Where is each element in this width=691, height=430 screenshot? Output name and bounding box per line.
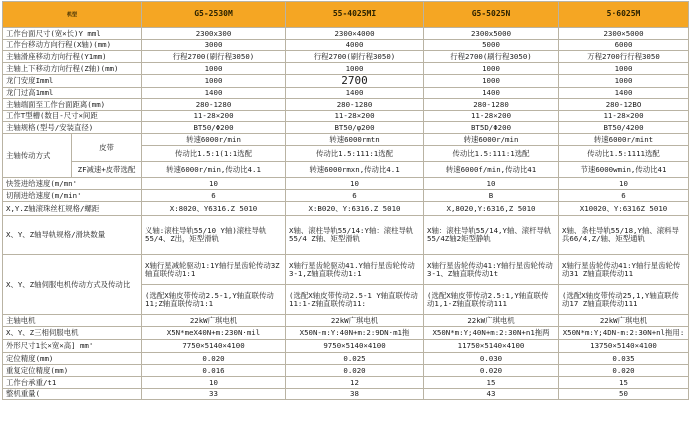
spec-value: 0.030 — [424, 353, 559, 365]
spec-value: 转速6000r/min — [424, 134, 559, 146]
spec-row — [3, 377, 689, 389]
spec-value: 38 — [286, 389, 424, 400]
spec-value: 0.025 — [286, 353, 424, 365]
param-label: 工作台移动方向行程(X轴)(mm) — [3, 40, 142, 51]
spec-value: 0.020 — [424, 365, 559, 377]
spec-value: 11-28×200 — [424, 111, 559, 122]
spec-value: 22kW广琪电机 — [559, 315, 689, 327]
spec-row — [3, 178, 689, 190]
spec-value: X:B020、Y:6316.Z 5010 — [286, 202, 424, 216]
param-label: 重复定位精度(mm) — [3, 365, 142, 377]
spec-value: (选配X轴皮带传动2.5-1,Y轴直联传动11;Z轴直联传动1:1 — [142, 285, 286, 315]
spec-row — [3, 340, 689, 353]
spec-value: 6 — [559, 190, 689, 202]
spec-value: 11-28×200 — [286, 111, 424, 122]
spec-value: 转速6000r/mint — [559, 134, 689, 146]
spec-value: 9750×5140×4100 — [286, 340, 424, 353]
spec-value: 1000 — [424, 63, 559, 75]
spec-value: 1000 — [142, 75, 286, 88]
spec-value: X轴、条柱导轨55/18,Y轴、滚料导兵66/4,Z/轴、矩型通轨 — [559, 216, 689, 255]
spec-value: X,8020,Y:6316,Z 5010 — [424, 202, 559, 216]
spec-value: 2300×5000 — [559, 28, 689, 40]
spec-value: 280-12BO — [559, 99, 689, 111]
zf-label: ZF减速+皮带选配 — [72, 162, 142, 178]
spec-value: 11-28×200 — [559, 111, 689, 122]
model-header: 55-4025MI — [286, 2, 424, 28]
model-header: G5-5025N — [424, 2, 559, 28]
spec-value: 22kW广琪电机 — [142, 315, 286, 327]
param-label: 主轴上下移动方向行程(Z轴)(mm) — [3, 63, 142, 75]
spec-value: (选配X轴皮带传动2.5-1 Y轴直联传动11:1-Z轴直联传动11: — [286, 285, 424, 315]
spec-value: 0.020 — [142, 353, 286, 365]
spec-value: X轴行星齿轮传动41:Y轴行星齿轮传动3-1、Z轴直联传动1t — [424, 255, 559, 285]
model-header: 5·6025M — [559, 2, 689, 28]
spec-value: X50N*m:Y;40N+m:2:30N+n1拖两 — [424, 327, 559, 340]
spec-value: 1000 — [424, 75, 559, 88]
spec-value: X50N-m:Y:40N+m:2:9DN·m1拖 — [286, 327, 424, 340]
spec-value: 1400 — [142, 88, 286, 99]
spec-value: X50N*m:Y;4DN-m:2:30N+nl拖用: — [559, 327, 689, 340]
spec-value: 12 — [286, 377, 424, 389]
spec-row — [3, 28, 689, 40]
spec-value: 传动比1.5:1111选配 — [559, 146, 689, 162]
spec-value: 1400 — [286, 88, 424, 99]
spec-value: 11-28×200 — [142, 111, 286, 122]
param-label: X、Y、Z三相伺服电机 — [3, 327, 142, 340]
param-label: 主轴电机 — [3, 315, 142, 327]
spec-value: 10 — [142, 377, 286, 389]
spec-value: 6 — [286, 190, 424, 202]
spec-value: 22kW广琪电机 — [286, 315, 424, 327]
spec-value: X轴行星齿轮传动41:Y轴行星齿轮传动31 Z轴直联传动11 — [559, 255, 689, 285]
spec-value: 15 — [559, 377, 689, 389]
spec-value: 5000 — [424, 40, 559, 51]
spec-row — [3, 365, 689, 377]
spec-value: 0.020 — [559, 365, 689, 377]
drive-row — [3, 134, 689, 146]
spec-value: 6 — [142, 190, 286, 202]
spec-value: 10 — [559, 178, 689, 190]
param-label: X,Y.Z轴滚珠丝杠规格/螺距 — [3, 202, 142, 216]
spec-value: 转速6000rmtn — [286, 134, 424, 146]
spec-row — [3, 122, 689, 134]
spec-value: 0.020 — [286, 365, 424, 377]
drive-row — [3, 162, 689, 178]
spec-value: BT5D/Φ200 — [424, 122, 559, 134]
spec-value: X10020、Y:6316Z 5010 — [559, 202, 689, 216]
spec-row — [3, 216, 689, 255]
param-label: 定位精度(mm) — [3, 353, 142, 365]
spec-value: 转速6000r/min — [142, 134, 286, 146]
spec-row — [3, 327, 689, 340]
spec-row — [3, 40, 689, 51]
header-row — [3, 2, 689, 28]
spec-value: 行程2700(刷行程3050) — [142, 51, 286, 63]
spec-row — [3, 63, 689, 75]
spec-value: X:8020、Y6316.Z 5010 — [142, 202, 286, 216]
spec-value: 2300×4000 — [286, 28, 424, 40]
spec-value: 280-1280 — [286, 99, 424, 111]
spec-value: 2300x300 — [142, 28, 286, 40]
spec-value: 传动比1.5:1(1:1选配 — [142, 146, 286, 162]
spec-value: 11750×5140×4100 — [424, 340, 559, 353]
spec-row — [3, 75, 689, 88]
spec-value: 传动比1.5:111:1选配 — [286, 146, 424, 162]
spec-value: B — [424, 190, 559, 202]
spec-row — [3, 99, 689, 111]
param-label: 切削进给速度(m/min' — [3, 190, 142, 202]
spec-value: 280-1280 — [424, 99, 559, 111]
spec-value: X轴行星减轮驱动1:1Y轴行星齿轮传动3Z轴直联传动1:1 — [142, 255, 286, 285]
spec-value: 7750×5140×4100 — [142, 340, 286, 353]
spec-value: 1000 — [559, 63, 689, 75]
spec-value: 1000 — [142, 63, 286, 75]
spec-value: 1000 — [286, 63, 424, 75]
param-label: 工作T型槽(数目-尺寸×间距 — [3, 111, 142, 122]
spec-value: BT50/φ200 — [286, 122, 424, 134]
spec-value: 10 — [286, 178, 424, 190]
header-corner: 机型 — [3, 2, 142, 28]
drive-label: 主轴传动方式 — [3, 134, 72, 178]
spec-value: 万程2700行行程3050 — [559, 51, 689, 63]
spec-value: 4000 — [286, 40, 424, 51]
spec-value: 转速6000rmxn,传动比4.1 — [286, 162, 424, 178]
spec-table — [2, 1, 689, 400]
spec-value: 3000 — [142, 40, 286, 51]
param-label: 外形尺寸1长×宽×高] mm' — [3, 340, 142, 353]
spec-value: 1400 — [559, 88, 689, 99]
spec-value: 33 — [142, 389, 286, 400]
param-label: X、Y、Z轴导轨规格/滑块数量 — [3, 216, 142, 255]
spec-row — [3, 315, 689, 327]
spec-value: 义轴:滚柱导轨55/10 Y轴)滚柱导轨55/4、Z出，矩型滑轨 — [142, 216, 286, 255]
spec-value: 10 — [142, 178, 286, 190]
spec-row — [3, 389, 689, 400]
spec-value: 0.016 — [142, 365, 286, 377]
spec-value: 6000 — [559, 40, 689, 51]
param-label: 主轴端面至工作台面距离(mm) — [3, 99, 142, 111]
spec-row — [3, 190, 689, 202]
spec-value: 转速6000f/min,传动比41 — [424, 162, 559, 178]
spec-value: 50 — [559, 389, 689, 400]
spec-value: 1400 — [424, 88, 559, 99]
param-label: 整机重量( — [3, 389, 142, 400]
spec-value: 280-1280 — [142, 99, 286, 111]
spec-value: 节速6000wmin,传动比41 — [559, 162, 689, 178]
spec-value: (选配X轴皮带传动25,1,Y轴直联传动17 Z轴直联传动111 — [559, 285, 689, 315]
spec-value: (选配X轴皮带传动2.5:1,Y轴直联传动1,1-Z轴直联传动111 — [424, 285, 559, 315]
spec-row — [3, 51, 689, 63]
spec-row — [3, 353, 689, 365]
spec-value: BT50/4200 — [559, 122, 689, 134]
param-label: 工作台承重/t1 — [3, 377, 142, 389]
param-label: 主轴滑座移动方向行程(Y1mm) — [3, 51, 142, 63]
spec-row — [3, 202, 689, 216]
spec-value: BT50/Φ200 — [142, 122, 286, 134]
motor-row — [3, 255, 689, 285]
spec-value: X轴：滚柱导轨55/14,Y轴、滚杆导轨55/4Z轴2矩型静轨 — [424, 216, 559, 255]
spec-value: 转速6000r/min,传动比4.1 — [142, 162, 286, 178]
spec-value: 13750×5140×4100 — [559, 340, 689, 353]
model-header: G5-2530M — [142, 2, 286, 28]
param-label: 主轴规格(型号/安装直径) — [3, 122, 142, 134]
param-label: 龙门过高1mml — [3, 88, 142, 99]
motor-label: X、Y、Z轴伺服电机传动方式及传动比 — [3, 255, 142, 315]
spec-value: 15 — [424, 377, 559, 389]
spec-value: 行程2700(刷行程3050) — [286, 51, 424, 63]
spec-value: X轴、滚柱导轨55/14:Y轴：滚柱导轨55/4 Z轴、矩型滑轨 — [286, 216, 424, 255]
spec-value: 0.035 — [559, 353, 689, 365]
spec-row — [3, 88, 689, 99]
param-label: 快签进给速度(m/mn' — [3, 178, 142, 190]
spec-value: X5N*meX40N+m:230N·mil — [142, 327, 286, 340]
spec-value: 2700 — [286, 75, 424, 88]
belt-label: 皮带 — [72, 134, 142, 162]
spec-value: 22kW广琪电机 — [424, 315, 559, 327]
param-label: 龙门安度Imml — [3, 75, 142, 88]
spec-value: X轴行星齿轮驱动41.Y轴行星齿轮传动3-1,Z轴直联传动1:1 — [286, 255, 424, 285]
spec-value: 10 — [424, 178, 559, 190]
spec-value: 2300x5000 — [424, 28, 559, 40]
spec-value: 传动比1.5:111:1选配 — [424, 146, 559, 162]
spec-value: 行程2700(刷行程3050) — [424, 51, 559, 63]
spec-row — [3, 111, 689, 122]
spec-value: 1000 — [559, 75, 689, 88]
spec-value: 43 — [424, 389, 559, 400]
param-label: 工作台面尺寸(宽×长)Y mml — [3, 28, 142, 40]
